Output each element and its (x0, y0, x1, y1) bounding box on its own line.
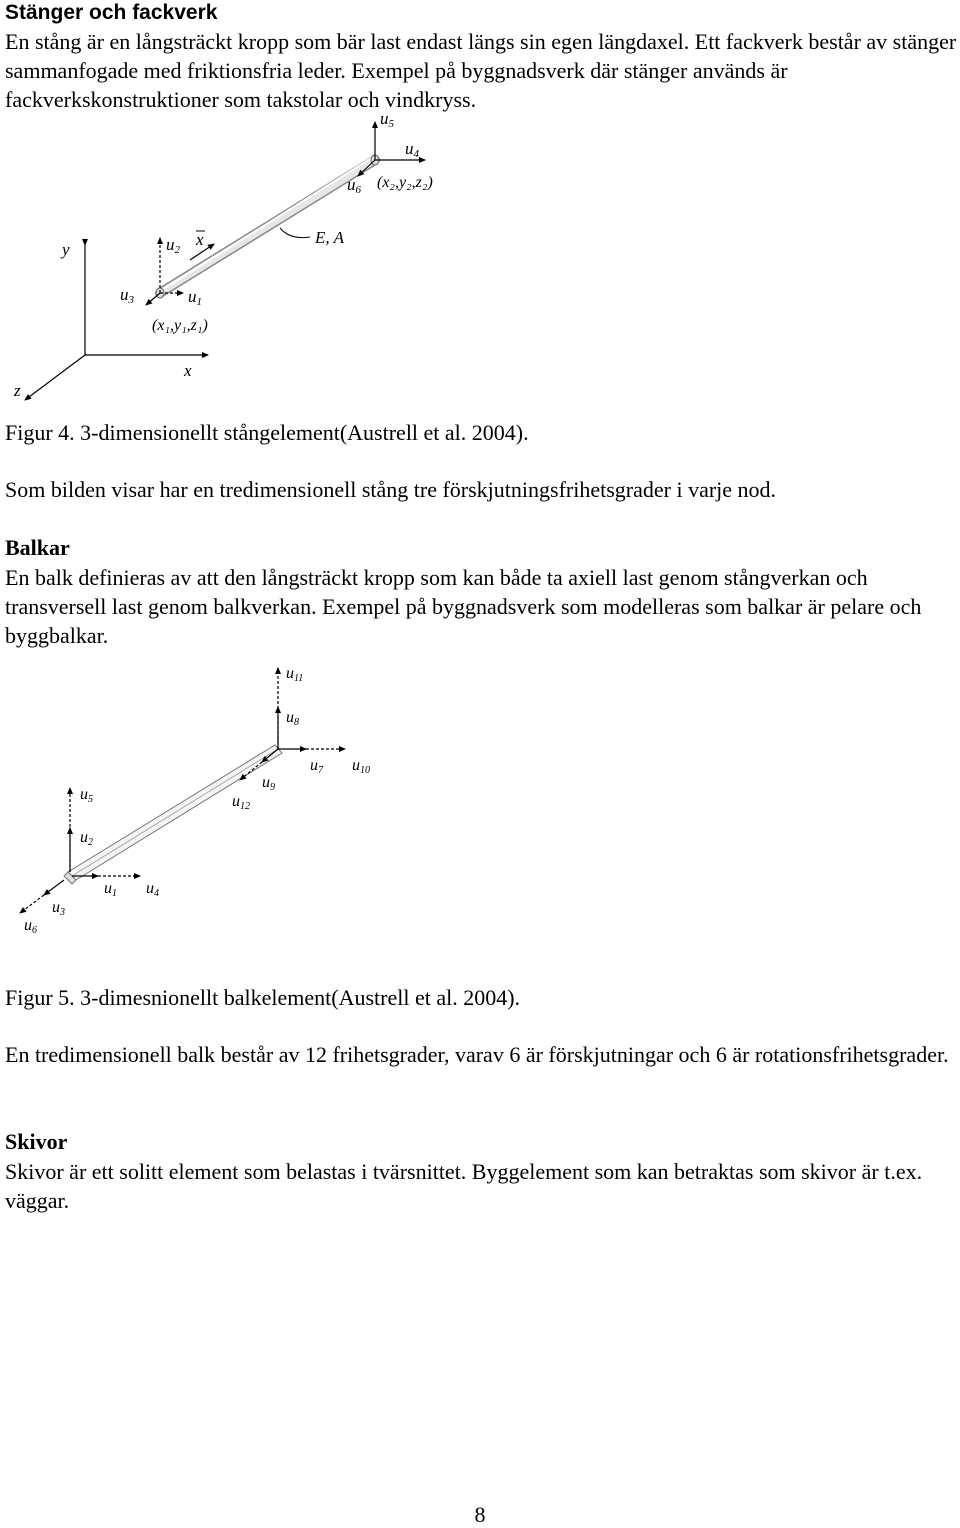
label-node2: (x₂,y₂,z₂) (377, 174, 433, 191)
label-u8: u8 (286, 709, 299, 728)
bar-cylinder (156, 155, 379, 298)
label-u6: u6 (24, 917, 37, 936)
section-beams (5, 534, 960, 650)
label-u10: u10 (352, 757, 370, 776)
paragraph-after-fig5: En tredimensionell balk består av 12 frihetsgrader, varav 6 är förskjutningar och 6 är rotationsfrihetsgrader. (5, 1042, 949, 1067)
paragraph-plates: Skivor är ett solitt element som belastas i tvärsnittet. Byggelement som kan betraktas som skivor är t.ex. väggar. (5, 1159, 923, 1213)
paragraph-after-fig5-block (5, 1040, 960, 1069)
u6-arrow (20, 895, 44, 913)
label-u1: u1 (104, 880, 117, 899)
label-u5: u5 (80, 786, 93, 805)
heading-beams: Balkar (5, 535, 70, 560)
label-node1: (x₁,y₁,z₁) (152, 317, 208, 334)
figure-4-bar-element (0, 110, 960, 410)
heading-trusses: Stänger och fackverk (5, 1, 218, 24)
label-xbar: x (196, 230, 204, 249)
heading-plates: Skivor (5, 1129, 68, 1154)
label-u3: u3 (120, 285, 134, 306)
u3-arrow (146, 293, 160, 305)
paragraph-trusses: En stång är en långsträckt kropp som bär last endast längs sin egen längdaxel. Ett fackverk består av stänger sammanfogade med friktionsfria leder. Exempel på byggnadsverk där stänger används är fackverkskonstruktioner som takstolar och vindkryss. (5, 29, 957, 112)
section-plates (5, 1128, 960, 1215)
label-x-axis: x (184, 361, 192, 380)
figure-5-caption-block (5, 983, 960, 1012)
paragraph-beams: En balk definieras av att den långsträckt kropp som kan både ta axiell last genom stångverkan och transversell last genom balkverkan. Exempel på byggnadsverk som modelleras som balkar är pelare och byggbalkar. (5, 565, 922, 648)
label-u6: u6 (347, 175, 361, 196)
ea-leader (280, 228, 310, 238)
figure-4-caption: Figur 4. 3-dimensionellt stångelement(Austrell et al. 2004). (5, 420, 529, 445)
paragraph-after-fig4-block (5, 475, 960, 504)
label-z-axis: z (14, 381, 21, 400)
figure-4-caption-block (5, 418, 960, 447)
label-u7: u7 (310, 757, 323, 776)
label-u3: u3 (52, 899, 65, 918)
label-u4: u4 (405, 139, 419, 160)
label-u2: u2 (80, 829, 93, 848)
paragraph-after-fig4: Som bilden visar har en tredimensionell stång tre förskjutningsfrihetsgrader i varje nod. (5, 477, 777, 502)
label-u12: u12 (232, 793, 250, 812)
page-number: 8 (474, 1502, 486, 1527)
beam-body (64, 745, 282, 884)
label-u11: u11 (286, 665, 304, 684)
label-u4: u4 (146, 880, 159, 899)
label-ea: E, A (315, 228, 344, 247)
label-u5: u5 (380, 110, 394, 130)
figure-5-caption: Figur 5. 3-dimesnionellt balkelement(Austrell et al. 2004). (5, 985, 521, 1010)
label-u2: u2 (166, 235, 180, 256)
z-axis-line (25, 355, 85, 400)
label-u9: u9 (262, 774, 275, 793)
label-u1: u1 (188, 287, 202, 308)
label-y-axis: y (62, 240, 70, 259)
figure-5-beam-element (0, 660, 960, 940)
u3-arrow (44, 880, 64, 895)
section-trusses (5, 0, 960, 114)
